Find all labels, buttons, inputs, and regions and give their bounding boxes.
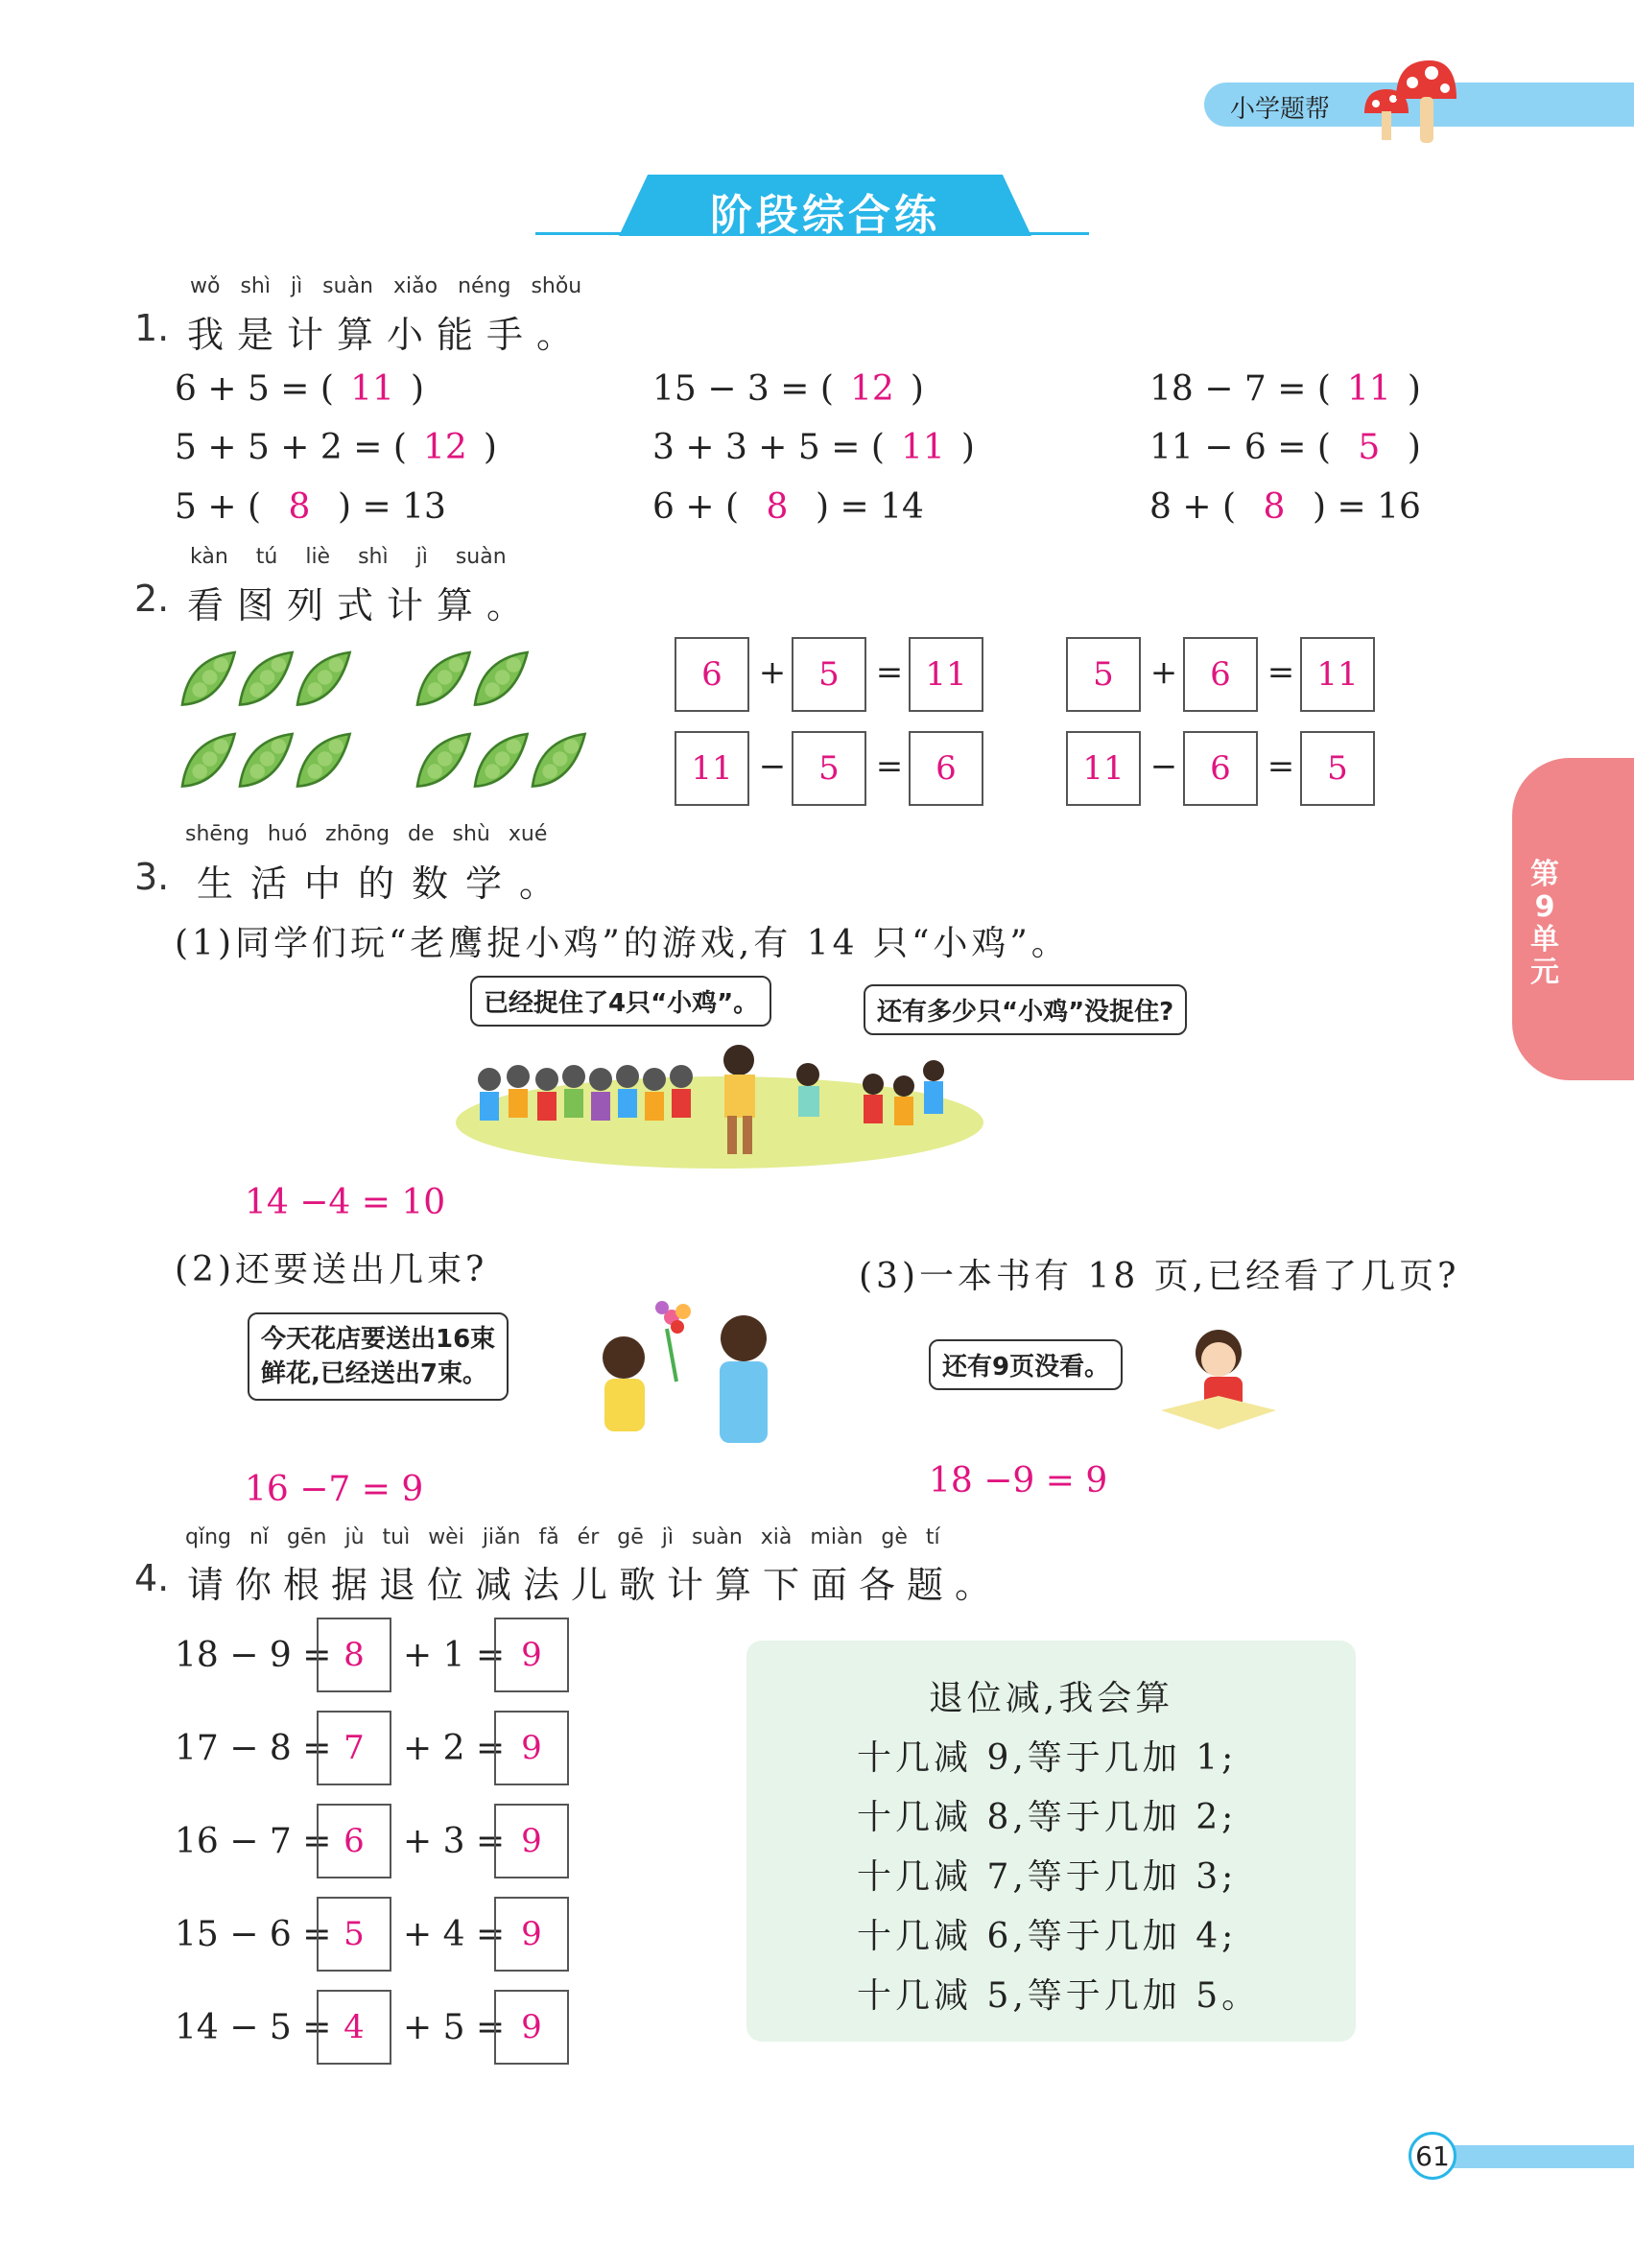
q3-p2-bubble-line: 鲜花,已经送出7束。 — [261, 1359, 487, 1388]
q4-lhs: 15 − 6 = — [175, 1915, 332, 1954]
q4-box-b: 9 — [494, 1711, 569, 1785]
q4-number: 4. — [134, 1557, 170, 1599]
q4-mid: + 2 = — [403, 1729, 506, 1768]
q4-lhs: 18 − 9 = — [175, 1636, 332, 1675]
q2-box: 5 — [1066, 637, 1141, 712]
rhyme-line: 十几减 8,等于几加 2; — [857, 1798, 1238, 1837]
q2-op: = — [1267, 653, 1295, 692]
q4-box-a: 8 — [317, 1618, 391, 1692]
q2-op: − — [758, 747, 787, 786]
q3-p2-text: (2)还要送出几束? — [175, 1250, 488, 1289]
q2-pinyin: kàn tú liè shì jì suàn — [190, 545, 507, 569]
q2-box: 5 — [792, 637, 866, 712]
q4-title: 请你根据退位减法儿歌计算下面各题。 — [187, 1564, 1004, 1606]
q1-eq: 15 − 3 = ( 12 ) — [652, 369, 924, 409]
q4-mid: + 4 = — [403, 1915, 506, 1954]
q3-p1-bubble-right: 还有多少只“小鸡”没捉住? — [864, 984, 1187, 1035]
mushroom-icon — [1343, 56, 1458, 147]
q2-box: 6 — [1183, 637, 1258, 712]
q2-box: 11 — [1066, 731, 1141, 806]
q4-box-b: 9 — [494, 1897, 569, 1972]
q3-p3-bubble: 还有9页没看。 — [929, 1339, 1123, 1390]
q1-eq: 8 + ( 8 ) = 16 — [1149, 487, 1421, 527]
unit-tab-char: 第 — [1530, 858, 1559, 891]
q4-box-a: 6 — [317, 1804, 391, 1878]
q3-p2-answer: 16 −7 = 9 — [245, 1470, 424, 1509]
q1-eq: 3 + 3 + 5 = ( 11 ) — [652, 428, 975, 467]
q4-box-a: 5 — [317, 1897, 391, 1972]
q2-box: 5 — [1300, 731, 1375, 806]
q1-eq: 6 + 5 = ( 11 ) — [175, 369, 425, 409]
q3-p3-text: (3)一本书有 18 页,已经看了几页? — [859, 1257, 1460, 1296]
q2-op: = — [875, 747, 904, 786]
q4-lhs: 14 − 5 = — [175, 2008, 332, 2047]
rhyme-title: 退位减,我会算 — [928, 1679, 1174, 1718]
q4-box-b: 9 — [494, 1804, 569, 1878]
q3-number: 3. — [134, 856, 170, 898]
q2-box: 6 — [909, 731, 983, 806]
rhyme-line: 十几减 6,等于几加 4; — [857, 1917, 1238, 1956]
q2-op: = — [875, 653, 904, 692]
q2-box: 11 — [909, 637, 983, 712]
q3-p3-answer: 18 −9 = 9 — [929, 1461, 1108, 1500]
q2-box: 6 — [1183, 731, 1258, 806]
q2-number: 2. — [134, 578, 170, 620]
q2-box: 6 — [675, 637, 749, 712]
page-title: 阶段综合练 — [710, 191, 940, 240]
q3-p1-text: (1)同学们玩“老鹰捉小鸡”的游戏,有 14 只“小鸡”。 — [175, 924, 1070, 963]
rhyme-line: 十几减 7,等于几加 3; — [857, 1857, 1238, 1897]
q1-number: 1. — [134, 307, 170, 349]
q4-box-b: 9 — [494, 1618, 569, 1692]
q4-mid: + 5 = — [403, 2008, 506, 2047]
q1-eq: 6 + ( 8 ) = 14 — [652, 487, 924, 527]
q3-p2-bubble — [248, 1312, 509, 1401]
rhyme-line: 十几减 5,等于几加 5。 — [857, 1976, 1261, 2016]
q4-lhs: 16 − 7 = — [175, 1822, 332, 1861]
q2-title: 看图列式计算。 — [187, 584, 537, 626]
q1-eq: 11 − 6 = ( 5 ) — [1149, 428, 1421, 467]
q3-title: 生活中的数学。 — [197, 862, 574, 905]
q3-p1-bubble-left: 已经捉住了4只“小鸡”。 — [470, 976, 771, 1027]
q4-lhs: 17 − 8 = — [175, 1729, 332, 1768]
q3-pinyin: shēng huó zhōng de shù xué — [185, 822, 548, 846]
q1-pinyin: wǒ shì jì suàn xiǎo néng shǒu — [190, 274, 582, 298]
footer-band — [1439, 2145, 1634, 2168]
q2-op: + — [1149, 653, 1178, 692]
q4-mid: + 3 = — [403, 1822, 506, 1861]
page-number: 61 — [1409, 2132, 1456, 2180]
unit-tab-char: 单 — [1530, 923, 1559, 957]
reading-boy-image — [1151, 1319, 1286, 1434]
q2-op: − — [1149, 747, 1178, 786]
q4-mid: + 1 = — [403, 1636, 506, 1675]
unit-tab-char: 9 — [1534, 890, 1555, 924]
q3-p2-bubble-line: 今天花店要送出16束 — [261, 1325, 496, 1354]
header-brand: 小学题帮 — [1230, 95, 1331, 124]
q1-eq: 5 + 5 + 2 = ( 12 ) — [175, 428, 497, 467]
q4-box-a: 4 — [317, 1990, 391, 2065]
unit-tab-label — [1526, 859, 1564, 989]
q2-op: = — [1267, 747, 1295, 786]
q2-box: 11 — [1300, 637, 1375, 712]
q2-op: + — [758, 653, 787, 692]
q1-eq: 18 − 7 = ( 11 ) — [1149, 369, 1421, 409]
pea-pods-image — [178, 638, 600, 806]
q4-box-b: 9 — [494, 1990, 569, 2065]
q4-pinyin: qǐng nǐ gēn jù tuì wèi jiǎn fǎ ér gē jì suàn xià miàn gè tí — [185, 1525, 940, 1549]
rhyme-line: 十几减 9,等于几加 1; — [857, 1738, 1238, 1778]
flower-shop-image — [566, 1300, 796, 1453]
q1-eq: 5 + ( 8 ) = 13 — [175, 487, 446, 527]
q3-p1-answer: 14 −4 = 10 — [245, 1183, 446, 1222]
q4-box-a: 7 — [317, 1711, 391, 1785]
q2-box: 11 — [675, 731, 749, 806]
q2-box: 5 — [792, 731, 866, 806]
q1-title: 我是计算小能手。 — [187, 314, 587, 356]
unit-tab-char: 元 — [1530, 956, 1559, 989]
